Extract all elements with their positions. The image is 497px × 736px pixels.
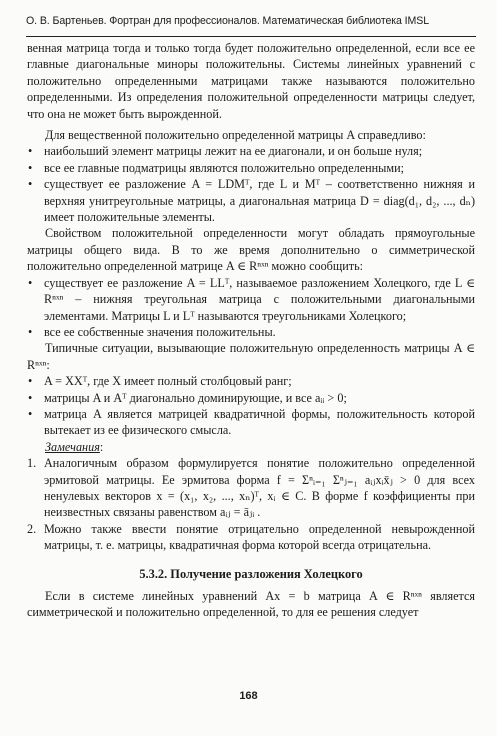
section-title: 5.3.2. Получение разложения Холецкого [139,566,363,581]
remark-item [27,455,475,521]
remark-item [27,521,475,554]
remark-number: 2. [27,521,37,536]
paragraph-5: Если в системе линейных уравнений Ax = b матрица A ∈ Rⁿˣⁿ является симметрической и положительно определенной, то для ее решения следует [27,589,475,620]
page-number: 168 [239,690,258,702]
list-item: • наибольший элемент матрицы лежит на ее диагонали, и он больше нуля; [27,143,475,159]
paragraph-3: Свойством положительной определенности могут обладать прямоугольные матрицы общего вида. В то же время дополнительно о симметрической положительно определенной матрице A ∈ Rⁿˣⁿ можно сообщить: [27,226,475,274]
remark-text: Аналогичным образом формулируется понятие положительно определенной эрмитовой матрицы. Ее эрмитова форма f = Σⁿᵢ₌₁ Σⁿⱼ₌₁ aᵢⱼxᵢx̄ⱼ > 0 для всех ненулевых векторов x = (x₁, x₂, ..., xₙ)ᵀ, xᵢ ∈ C. В форме f коэффициенты при неизвестных связаны равенством aᵢⱼ = āⱼᵢ . [44,456,475,520]
list-item: • все ее собственные значения положительны. [27,324,475,340]
paragraph-4: Типичные ситуации, вызывающие положительную определенность матрицы A ∈ Rⁿˣⁿ: [27,341,475,372]
list-item: • существует ее разложение A = LLᵀ, называемое разложением Холецкого, где L ∈ Rⁿˣⁿ – нижняя треугольная матрица с положительными диагональными элементами. Матрицы L и Lᵀ называются треугольниками Холецкого; [27,275,475,324]
remark-number: 1. [27,456,37,471]
remark-text: Можно также ввести понятие отрицательно определенной невырожденной матрицы, т. е. матрицы, квадратичная форма которой всегда отрицательна. [44,521,475,553]
list-item: • все ее главные подматрицы являются положительно определенными; [27,160,475,176]
paragraph-1: венная матрица тогда и только тогда будет положительно определенной, если все ее главные диагональные миноры положительны. Системы линейных уравнений с положительно определенными матрицами также называются положительно определенными. Из определения положительной определенности матрицы следует, что она не может быть вырожденной. [27,41,475,121]
remarks-title: Замечания [45,439,100,454]
list-item: • A = XXᵀ, где X имеет полный столбцовый ранг; [27,373,475,389]
list-item: • матрицы A и Aᵀ диагонально доминирующие, и все aᵢᵢ > 0; [27,390,475,406]
paragraph-2: Для вещественной положительно определенной матрицы A справедливо: [45,128,426,143]
list-item: • матрица A является матрицей квадратичной формы, положительность которой вытекает из ее физического смысла. [27,406,475,439]
list-item: • существует ее разложение A = LDMᵀ, где L и Mᵀ – соответственно нижняя и верхняя унитреугольные матрицы, а диагональная матрица D = diag(d₁, d₂, ..., dₙ) имеет положительные элементы. [27,176,475,225]
running-header: О. В. Бартеньев. Фортран для профессионалов. Математическая библиотека IMSL [26,6,476,37]
page-body [27,40,475,680]
remarks-heading: Замечания: [45,439,104,454]
